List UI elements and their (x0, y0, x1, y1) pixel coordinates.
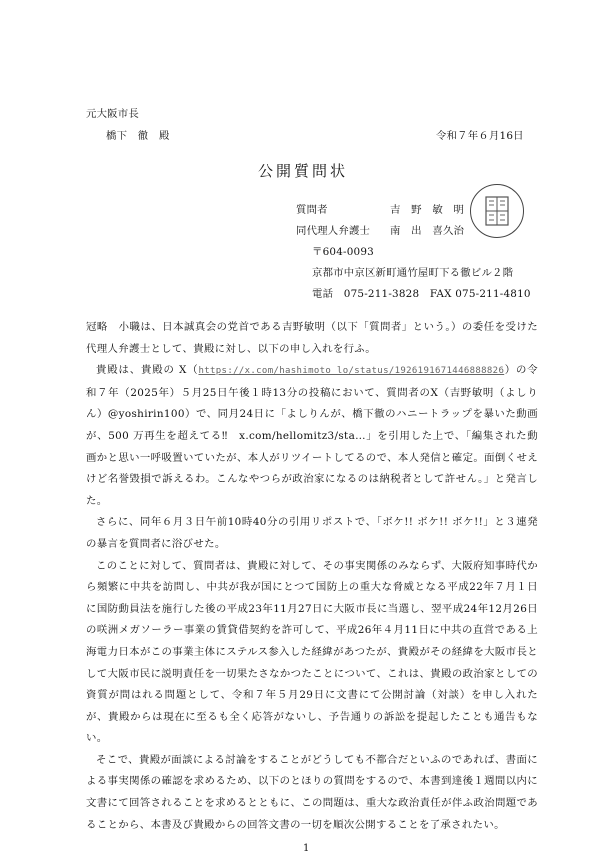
recipient-name: 橋下 徹 殿 (106, 130, 170, 142)
paragraph-5: そこで、貴殿が面談による討論をすることがどうしても不都合だといふのであれば、書面による事実関係の確認を求めるため、以下のとほりの質問をするので、本書到達後１週間以内に文書にて回答されることを求めるとともに、この問題は、重大な政治責任が伴ふ政治問題であることから、本書及び貴殿からの回答文書の一切を順次公開することを了承されたい。 (86, 753, 538, 831)
letter-body (86, 317, 538, 836)
agent-label: 同代理人弁護士 (296, 225, 371, 237)
page-number: 1 (303, 843, 310, 854)
seal-icon (471, 185, 523, 237)
paragraph-2 (86, 360, 538, 512)
agent-name: 南 出 喜久治 (390, 225, 465, 237)
recipient-title: 元大阪市長 (86, 108, 139, 120)
paragraph-2-lead: 貴殿は、貴殿の X（ (96, 364, 199, 377)
postal-code: 〒604-0093 (312, 246, 374, 258)
questioner-label: 質問者 (296, 204, 328, 216)
address: 京都市中京区新町通竹屋町下る徹ビル２階 (312, 267, 514, 279)
paragraph-2-rest: ）の令和７年（2025年）５月25日午後１時13分の投稿において、質問者のX（吉野敏明（よしりん）@yoshirin100）で、同月24日に「よしりんが、橋下徹のハニートラップを暴いた動画が、500 万再生を超えてる‼ x.com/hellomitz3/sta…」を引用した上で、「編集された動画かと思い一呼吸置いていたが、本人がリツイートしてるので、本人発信と確定。面倒くせえけど名誉毀損で訴えるわ。こんなやつらが政治家になるのは納税者として許せん。」と発言した。 (86, 364, 538, 507)
contact-info: 電話 075-211-3828 FAX 075-211-4810 (312, 288, 531, 300)
paragraph-1: 冠略 小職は、日本誠真会の党首である吉野敏明（以下「質問者」という。）の委任を受けた代理人弁護士として、貴殿に対し、以下の申し入れを行ふ。 (86, 321, 538, 355)
document-date: 令和７年６月16日 (436, 130, 524, 142)
page-title: 公開質問状 (258, 162, 349, 180)
seal-stamp (470, 184, 524, 238)
paragraph-4: このことに対して、質問者は、貴殿に対して、その事実関係のみならず、大阪府知事時代から頻繁に中共を訪問し、中共が我が国にとつて国防上の重大な脅威となる平成22年７月１日に国防動員法を施行した後の平成23年11月27日に大阪市長に当選し、翌平成24年12月26日の咲洲メガソーラー事業の賃貸借契約を許可して、平成26年４月11日に中共の直営である上海電力日本がこの事業主体にステルス参入した経緯があつたが、貴殿がその経緯を大阪市長として大阪市民に説明責任を一切果たさなかつたことについて、これは、貴殿の政治家としての資質が問はれる問題として、令和７年５月29日に文書にて公開討論（対談）を申し入れたが、貴殿からは現在に至るも全く応答がないし、予告通りの訴訟を提起したことも通告もない。 (86, 559, 538, 745)
post-link[interactable]: https://x.com/hashimoto_lo/status/1926191671446888826 (198, 366, 505, 377)
paragraph-3: さらに、同年６月３日午前10時40分の引用リポストで、「ボケ!! ボケ!! ボケ!!」と３連発の暴言を質問者に浴びせた。 (86, 516, 538, 550)
questioner-name: 吉 野 敏 明 (390, 204, 465, 216)
